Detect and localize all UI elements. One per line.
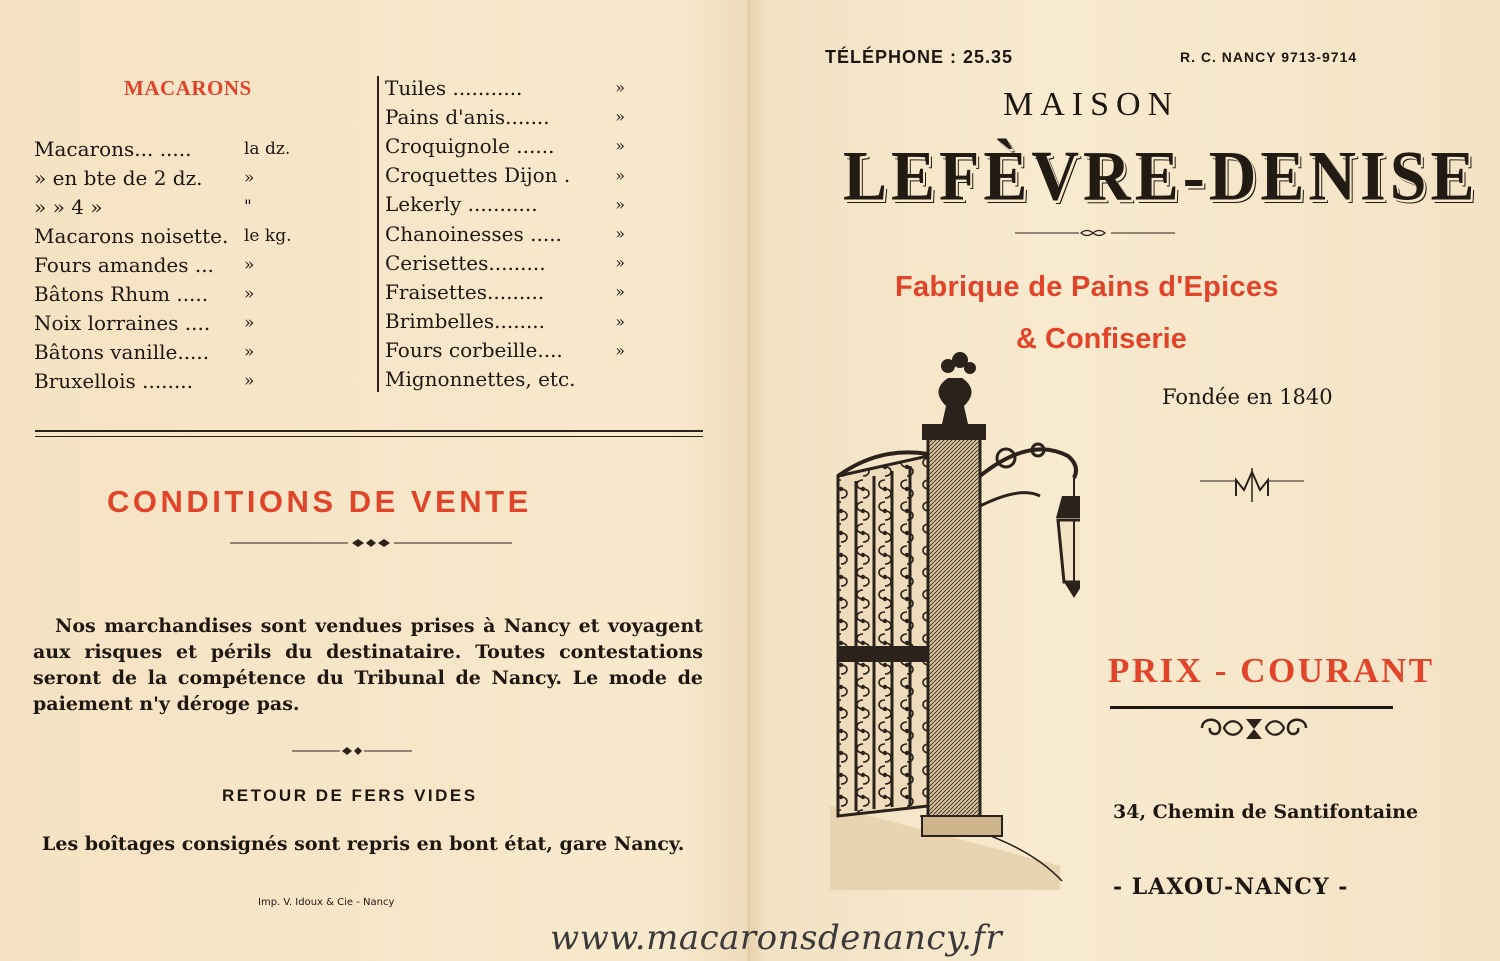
retour-heading: RETOUR DE FERS VIDES [222, 786, 478, 805]
brand-name: LEFÈVRE-DENISE [843, 137, 1479, 216]
item-label: Pains d'anis....... [385, 104, 550, 129]
item-unit: » [244, 254, 255, 275]
list-item [34, 308, 304, 337]
list-item [34, 337, 304, 366]
list-item [385, 307, 625, 336]
item-label: Bâtons Rhum ..... [34, 281, 209, 306]
item-label: Bruxellois ........ [34, 368, 193, 393]
prix-rule [1110, 706, 1393, 709]
confiserie-subtitle: & Confiserie [1016, 323, 1187, 355]
item-label: Fours corbeille.... [385, 338, 563, 363]
conditions-text: Nos marchandises sont vendues prises à Nancy et voyagent aux risques et périls du destinataire. Toutes contestations seront de la compétence du Tribunal de Nancy. Le mode de paiement n'y déroge pas. [33, 615, 703, 715]
item-label: Fraisettes......... [385, 279, 545, 304]
item-label: Noix lorraines .... [34, 310, 211, 335]
list-item [385, 365, 625, 394]
item-unit: » [244, 283, 255, 304]
item-label: Croquettes Dijon . [385, 163, 571, 188]
section-rule-thin [35, 436, 703, 437]
item-unit: » [615, 194, 625, 214]
item-unit: » [615, 253, 625, 273]
item-label: Macarons noisette. [34, 223, 229, 248]
item-unit: » [244, 370, 255, 391]
list-item [385, 102, 625, 131]
item-unit: la dz. [244, 138, 291, 159]
item-unit: » [244, 312, 255, 333]
macarons-heading: MACARONS [124, 76, 252, 100]
item-label: Bâtons vanille..... [34, 339, 210, 364]
conditions-heading: CONDITIONS DE VENTE [107, 484, 532, 519]
city: - LAXOU-NANCY - [1113, 874, 1349, 900]
list-item [34, 366, 304, 395]
item-label: » » 4 » [34, 194, 103, 219]
item-unit: » [244, 167, 255, 188]
item-unit: » [615, 165, 625, 185]
item-unit: » [615, 340, 625, 360]
prix-courant-title: PRIX - COURANT [1108, 651, 1435, 690]
item-unit: » [615, 224, 625, 244]
list-item [385, 248, 625, 277]
item-unit: » [615, 282, 625, 302]
biscuits-list [385, 73, 625, 394]
scroll-ornament-icon [1198, 713, 1310, 743]
item-label: Fours amandes ... [34, 252, 214, 277]
list-item [385, 190, 625, 219]
site-watermark: www.macaronsdenancy.fr [550, 918, 1003, 958]
list-item [34, 221, 304, 250]
list-item [385, 73, 625, 102]
printer-imprint: Imp. V. Idoux & Cie - Nancy [258, 897, 395, 908]
list-item [34, 134, 304, 163]
founded-year: Fondée en 1840 [1162, 385, 1333, 409]
maison-label: MAISON [1003, 86, 1180, 123]
boitages-text: Les boîtages consignés sont repris en bont état, gare Nancy. [42, 833, 685, 855]
item-label: Macarons... ..... [34, 136, 192, 161]
item-unit: » [615, 136, 625, 156]
item-unit: » [615, 78, 625, 98]
trade-register: R. C. NANCY 9713-9714 [1180, 49, 1358, 65]
monogram-ornament-icon [1200, 466, 1304, 506]
item-unit: " [244, 196, 252, 217]
item-label: Brimbelles........ [385, 309, 546, 334]
list-item [34, 192, 304, 221]
center-fold [748, 0, 751, 961]
street-address: 34, Chemin de Santifontaine [1113, 801, 1419, 823]
item-label: Mignonnettes, etc. [385, 367, 576, 392]
list-item [34, 279, 304, 308]
list-item [385, 336, 625, 365]
list-item [385, 161, 625, 190]
item-unit: » [615, 311, 625, 331]
flourish-ornament-icon [230, 536, 512, 550]
fabrique-subtitle: Fabrique de Pains d'Epices [895, 271, 1279, 303]
item-label: Lekerly ........... [385, 192, 538, 217]
divider-ornament-icon [1015, 227, 1175, 239]
macarons-list [34, 134, 304, 395]
telephone: TÉLÉPHONE : 25.35 [825, 47, 1014, 67]
item-unit: » [615, 107, 625, 127]
item-label: Croquignole ...... [385, 133, 555, 158]
item-label: Cerisettes......... [385, 250, 546, 275]
item-unit: le kg. [244, 225, 292, 246]
small-flourish-icon [292, 745, 412, 757]
list-item [385, 219, 625, 248]
list-item [34, 163, 304, 192]
item-label: Chanoinesses ..... [385, 221, 562, 246]
section-rule [35, 430, 703, 432]
column-divider [377, 76, 379, 392]
list-item [385, 131, 625, 160]
ornate-gate-illustration-icon [830, 346, 1080, 890]
list-item [34, 250, 304, 279]
list-item [385, 277, 625, 306]
item-label: » en bte de 2 dz. [34, 165, 203, 190]
item-unit: » [244, 341, 255, 362]
item-label: Tuiles ........... [385, 75, 523, 100]
